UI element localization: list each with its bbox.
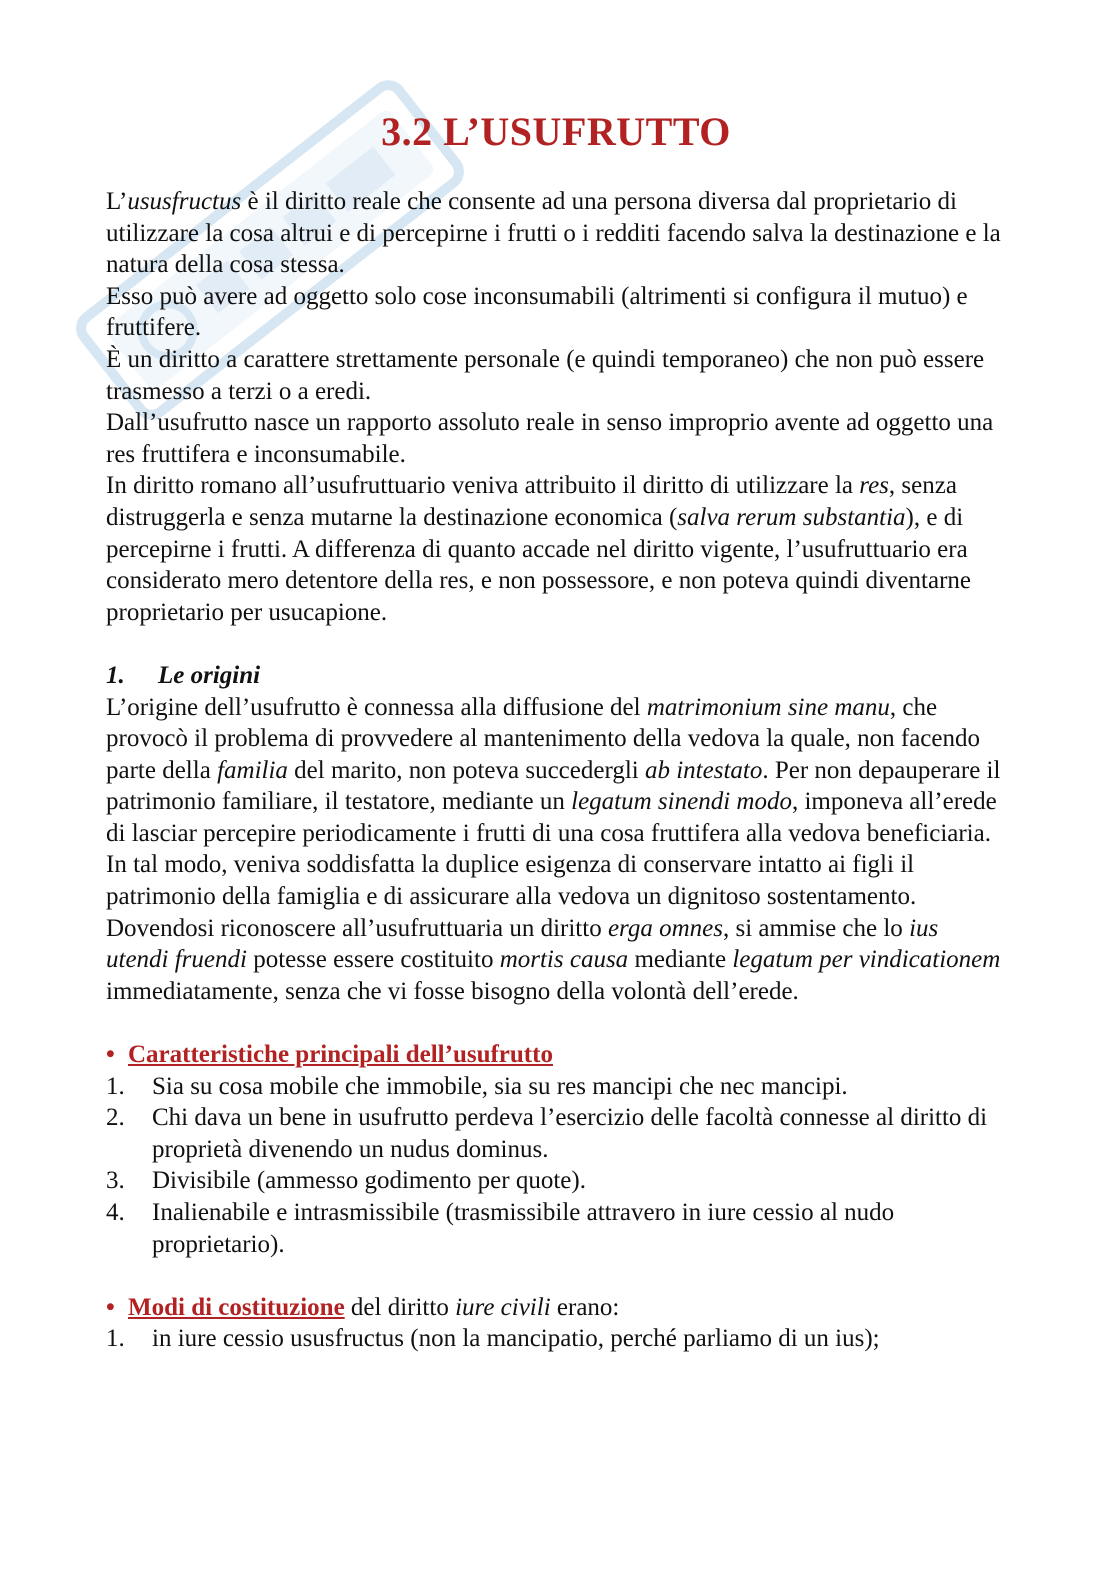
intro-section bbox=[106, 186, 1006, 628]
section-number: 1. bbox=[106, 661, 125, 689]
spacer bbox=[106, 1007, 1006, 1039]
italic-term: ab intestato bbox=[644, 756, 763, 784]
list-item-text: Sia su cosa mobile che immobile, sia su res mancipi che nec mancipi. bbox=[152, 1072, 848, 1100]
italic-term: legatum sinendi modo bbox=[571, 788, 792, 816]
list-item bbox=[106, 1071, 1006, 1103]
italic-term: erga omnes bbox=[607, 914, 723, 942]
text-run: del marito, non poteva succedergli bbox=[287, 756, 645, 784]
paragraph bbox=[106, 407, 1006, 470]
list-item bbox=[106, 1323, 1006, 1355]
text-run: immediatamente, senza che vi fosse bisogno della volontà dell’erede. bbox=[106, 977, 799, 1005]
spacer bbox=[106, 1260, 1006, 1292]
italic-term: mortis causa bbox=[499, 946, 629, 974]
list-item-number: 1. bbox=[106, 1325, 125, 1353]
paragraph bbox=[106, 913, 1006, 1008]
text-run: L’origine dell’usufrutto è connessa alla diffusione del bbox=[106, 693, 647, 721]
bullet-heading-text: Modi di costituzione bbox=[128, 1293, 345, 1321]
list-item bbox=[106, 1102, 1006, 1165]
text-run: È un diritto a carattere strettamente personale (e quindi temporaneo) che non può essere trasmesso a terzi o a eredi. bbox=[106, 345, 985, 405]
bullet-heading-rest-end: erano: bbox=[550, 1293, 620, 1321]
paragraph bbox=[106, 344, 1006, 407]
paragraph bbox=[106, 470, 1006, 628]
paragraph bbox=[106, 186, 1006, 281]
document-content bbox=[106, 108, 1006, 1355]
text-run: L’ bbox=[106, 188, 128, 215]
italic-term: familia bbox=[217, 756, 288, 784]
list-item bbox=[106, 1197, 1006, 1260]
list-item-text: in iure cessio ususfructus (non la mancipatio, perché parliamo di un ius); bbox=[152, 1325, 880, 1353]
section-origini-body bbox=[106, 692, 1006, 1008]
list-item-number: 1. bbox=[106, 1072, 125, 1100]
italic-term: res bbox=[859, 472, 889, 500]
text-run: , che provocò il problema di provvedere al mantenimento della vedova la quale, non facendo parte della bbox=[106, 693, 980, 784]
text-run: Dall’usufrutto nasce un rapporto assoluto reale in senso improprio avente ad oggetto una res fruttifera e inconsumabile. bbox=[106, 409, 994, 468]
text-run: In diritto romano all’usufruttuario veniva attribuito il diritto di utilizzare la bbox=[106, 472, 860, 500]
section-title: Le origini bbox=[158, 661, 261, 689]
section-heading-origini bbox=[106, 660, 1006, 692]
list-item-text: Chi dava un bene in usufrutto perdeva l’esercizio delle facoltà connesse al diritto di proprietà divenendo un nudus dominus. bbox=[152, 1104, 988, 1163]
paragraph bbox=[106, 281, 1006, 344]
list-item-number: 2. bbox=[106, 1104, 125, 1132]
caratteristiche-list bbox=[106, 1071, 1006, 1261]
text-run: Dovendosi riconoscere all’usufruttuaria un diritto bbox=[106, 914, 608, 942]
paragraph bbox=[106, 692, 1006, 913]
bullet-icon: • bbox=[106, 1293, 115, 1321]
italic-term: ius utendi fruendi bbox=[106, 914, 939, 974]
italic-term: legatum per vindicationem bbox=[732, 946, 1001, 974]
list-item bbox=[106, 1165, 1006, 1197]
bullet-heading-italic: iure civili bbox=[455, 1293, 551, 1321]
modi-list bbox=[106, 1323, 1006, 1355]
text-run: mediante bbox=[628, 946, 733, 974]
text-run: potesse essere costituito bbox=[246, 946, 500, 974]
text-run: Esso può avere ad oggetto solo cose inconsumabili (altrimenti si configura il mutuo) e fruttifere. bbox=[106, 282, 968, 342]
text-run: ), e di percepirne i frutti. A differenza di quanto accade nel diritto vigente, l’usufruttuario era considerato mero detentore della res, e non possessore, e non poteva quindi diventarne proprietario per usucapione. bbox=[106, 503, 972, 626]
text-run: è il diritto reale che consente ad una persona diversa dal proprietario di utilizzare la cosa altrui e di percepirne i frutti o i redditi facendo salva la destinazione e la natura della cosa stessa. bbox=[106, 188, 1001, 279]
text-run: , senza distruggerla e senza mutarne la destinazione economica ( bbox=[106, 472, 957, 531]
list-item-number: 3. bbox=[106, 1167, 125, 1195]
italic-term: salva rerum substantia bbox=[677, 503, 906, 531]
text-run: , imponeva all’erede di lasciar percepire periodicamente i frutti di una cosa fruttifera alla vedova beneficiaria. In tal modo, veniva soddisfatta la duplice esigenza di conservare intatto ai figli il patrimonio della famiglia e di assicurare alla vedova un dignitoso sostentamento. bbox=[106, 788, 997, 911]
spacer bbox=[106, 628, 1006, 660]
text-run: , si ammise che lo bbox=[722, 914, 910, 942]
text-run: . Per non depauperare il patrimonio familiare, il testatore, mediante un bbox=[106, 756, 1001, 816]
italic-term: ususfructus bbox=[127, 188, 242, 215]
bullet-icon: • bbox=[106, 1041, 115, 1069]
list-item-number: 4. bbox=[106, 1199, 125, 1226]
bullet-heading-modi bbox=[106, 1292, 1006, 1324]
bullet-heading-rest: del diritto bbox=[344, 1293, 456, 1321]
bullet-heading-caratteristiche bbox=[106, 1039, 1006, 1071]
list-item-text: Divisibile (ammesso godimento per quote). bbox=[152, 1167, 586, 1195]
italic-term: matrimonium sine manu bbox=[646, 693, 890, 721]
list-item-text: Inalienabile e intrasmissibile (trasmissibile attravero in iure cessio al nudo proprietario). bbox=[152, 1199, 895, 1258]
page-title: 3.2 L’USUFRUTTO bbox=[381, 109, 731, 154]
bullet-heading-text: Caratteristiche principali dell’usufrutto bbox=[128, 1041, 553, 1069]
